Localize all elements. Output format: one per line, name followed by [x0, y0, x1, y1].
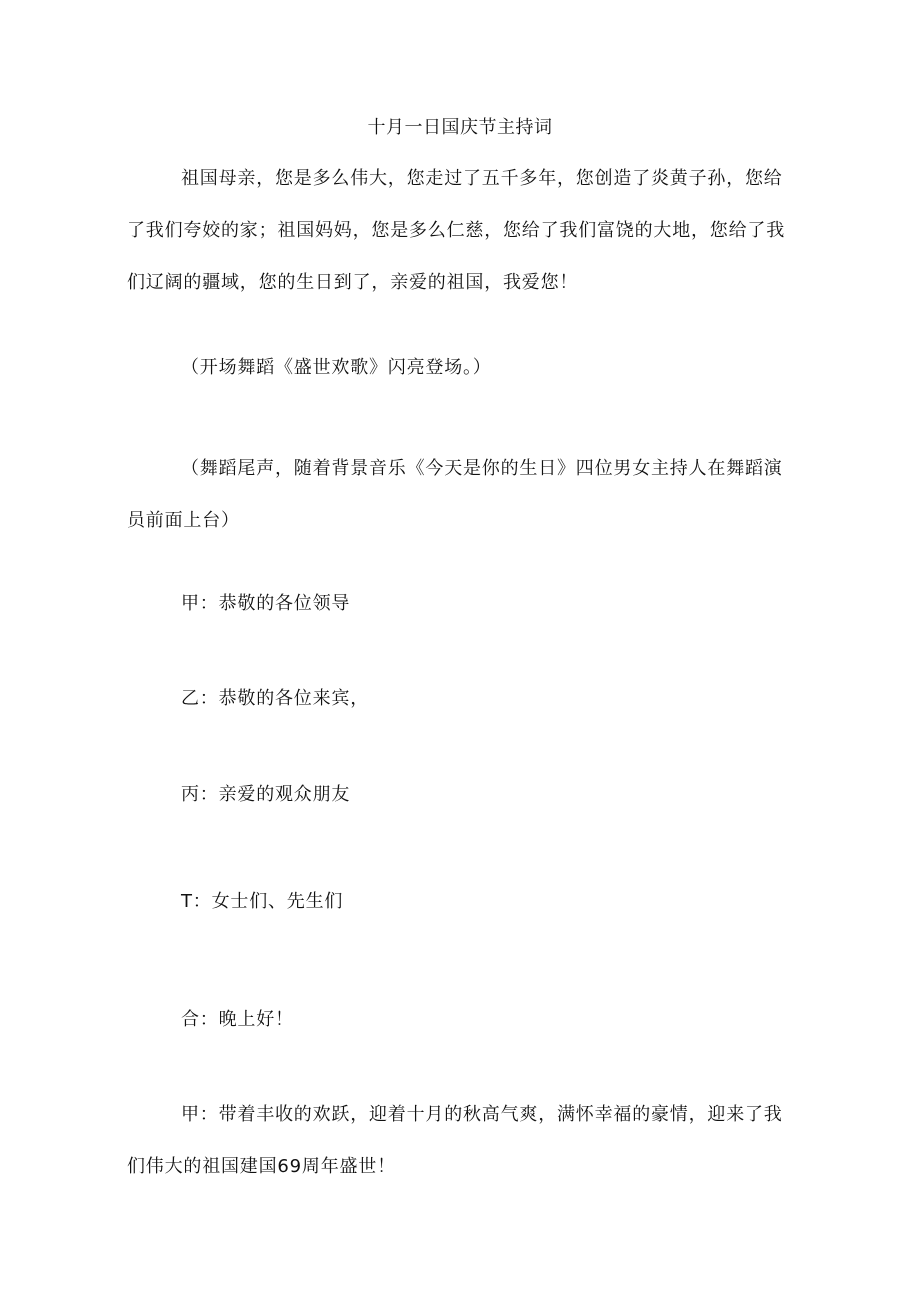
paragraph-line-together: 合：晚上好！ — [181, 1009, 294, 1030]
paragraph-line-yi: 乙：恭敬的各位来宾， — [181, 688, 369, 709]
paragraph-line-jia-2: 甲：带着丰收的欢跃，迎着十月的秋高气爽，满怀幸福的豪情，迎来了我们伟大的祖国建国69周年盛世！ — [127, 1104, 783, 1177]
paragraph-hosts-enter: （舞蹈尾声，随着背景音乐《今天是你的生日》四位男女主持人在舞蹈演员前面上台） — [127, 458, 783, 531]
paragraph-intro: 祖国母亲，您是多么伟大，您走过了五千多年，您创造了炎黄子孙，您给了我们夸姣的家；祖国妈妈，您是多么仁慈，您给了我们富饶的大地，您给了我们辽阔的疆域，您的生日到了，亲爱的祖国，我爱您！ — [127, 168, 785, 293]
paragraph-line-jia: 甲：恭敬的各位领导 — [181, 593, 351, 614]
document-title: 十月一日国庆节主持词 — [367, 117, 553, 138]
paragraph-opening-dance: （开场舞蹈《盛世欢歌》闪亮登场。） — [181, 357, 492, 378]
paragraph-line-ding: T：女士们、先生们 — [181, 891, 344, 912]
paragraph-line-bing: 丙：亲爱的观众朋友 — [181, 784, 351, 805]
